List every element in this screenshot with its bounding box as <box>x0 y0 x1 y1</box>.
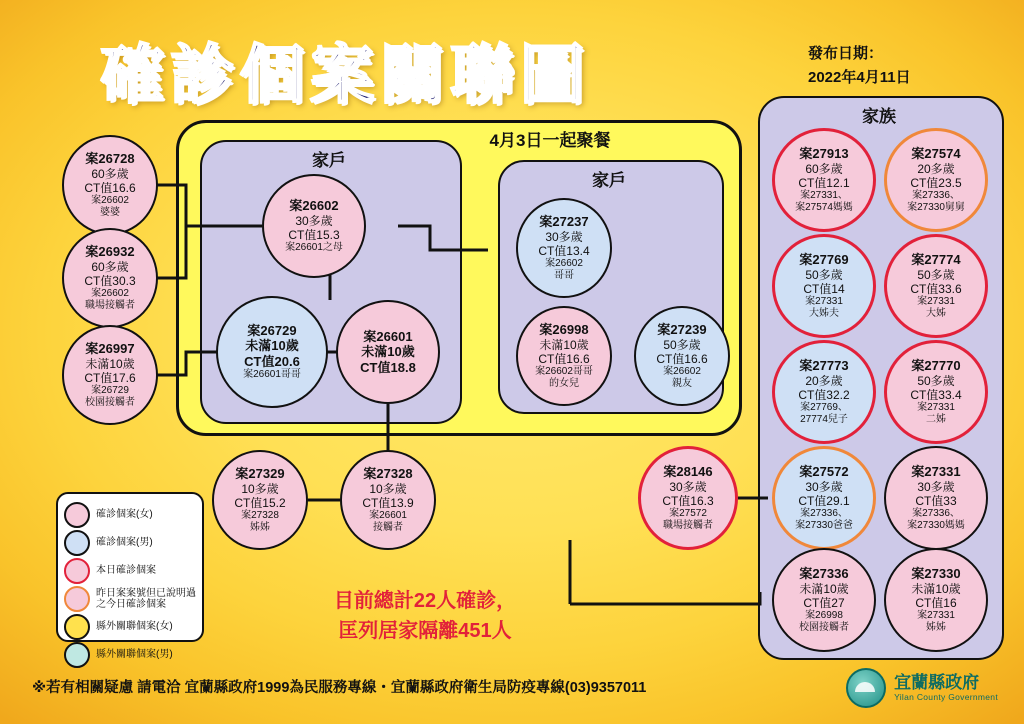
case-id: 案26602 <box>289 198 339 214</box>
legend-item <box>64 642 196 668</box>
case-age: 20多歲 <box>805 373 843 388</box>
case-ct: CT值16.6 <box>538 351 590 366</box>
case-ct: CT值15.2 <box>234 495 286 510</box>
page-title: 確診個案關聯圖 <box>100 39 590 113</box>
case-age: 60多歲 <box>91 166 129 181</box>
case-rel-1: 案27336、 <box>800 508 848 520</box>
case-rel-2: 姊姊 <box>925 621 946 633</box>
legend-swatch-yesterday <box>64 586 90 612</box>
case-age: 50多歲 <box>917 373 955 388</box>
logo-mark-icon <box>846 668 886 708</box>
case-rel-1: 案26998 <box>805 610 843 622</box>
legend <box>56 492 204 661</box>
case-ct: CT值16.6 <box>84 180 136 195</box>
case-rel-1: 案27331 <box>917 402 955 414</box>
case-ct: CT值32.2 <box>798 387 850 402</box>
legend-swatch-confirmed-female <box>64 502 90 528</box>
case-id: 案27328 <box>363 466 413 482</box>
case-node-27770[interactable] <box>884 340 988 444</box>
case-id: 案26601 <box>363 329 413 344</box>
case-rel-1: 案26601之母 <box>285 241 343 253</box>
case-rel-2: 校園接觸者 <box>84 396 135 408</box>
case-age: 10多歲 <box>241 481 279 496</box>
case-age: 50多歲 <box>805 267 843 282</box>
case-age: 60多歲 <box>805 161 843 176</box>
case-rel-1: 案26602 <box>91 288 129 300</box>
case-age: 未滿10歲 <box>245 338 299 354</box>
case-rel-1: 案26729 <box>91 385 129 397</box>
legend-label: 確診個案(男) <box>96 537 153 549</box>
case-ct: CT值15.3 <box>288 227 340 242</box>
yilan-government-logo <box>846 668 998 708</box>
case-id: 案27913 <box>799 146 849 162</box>
case-node-26998[interactable] <box>516 306 612 406</box>
case-ct: CT值23.5 <box>910 175 962 190</box>
case-rel-2: 案27574媽媽 <box>795 201 853 213</box>
case-rel-1: 案27328 <box>241 510 279 522</box>
case-id: 案27769 <box>799 252 849 268</box>
case-age: 30多歲 <box>669 479 707 494</box>
case-ct: CT值30.3 <box>84 273 136 288</box>
legend-label: 縣外關聯個案(男) <box>96 649 173 661</box>
case-rel-1: 案27331 <box>805 296 843 308</box>
case-ct: CT值13.9 <box>362 495 414 510</box>
case-node-26729[interactable] <box>216 296 328 408</box>
case-id: 案26728 <box>85 151 135 167</box>
case-rel-2: 職場接觸者 <box>84 299 135 311</box>
case-rel-2: 校園接觸者 <box>799 621 849 633</box>
case-age: 30多歲 <box>805 479 843 494</box>
case-ct: CT值29.1 <box>798 493 850 508</box>
case-id: 案26729 <box>247 323 297 339</box>
case-rel-1: 案26602 <box>663 366 701 378</box>
logo-name-en: Yilan County Government <box>894 691 998 702</box>
legend-swatch-today <box>64 558 90 584</box>
case-age: 30多歲 <box>295 213 333 228</box>
case-ct: CT值27 <box>803 595 845 610</box>
case-id: 案27773 <box>799 358 849 374</box>
case-rel-2: 案27330媽媽 <box>907 519 965 531</box>
case-rel-2: 大姊夫 <box>809 307 839 319</box>
case-node-26602[interactable] <box>262 174 366 278</box>
case-age: 30多歲 <box>545 229 583 244</box>
case-id: 案27330 <box>911 566 961 582</box>
case-id: 案27331 <box>911 464 961 480</box>
legend-swatch-outside-female <box>64 614 90 640</box>
case-node-26997[interactable] <box>62 325 158 425</box>
case-rel-2: 案27330爸爸 <box>795 519 853 531</box>
case-rel-2: 職場接觸者 <box>662 519 713 531</box>
family-panel-label: 家族 <box>862 107 896 126</box>
case-ct: CT值33 <box>915 493 957 508</box>
case-rel-1: 案27572 <box>669 508 707 520</box>
case-age: 未滿10歲 <box>539 337 589 352</box>
case-id: 案26997 <box>85 341 135 357</box>
case-id: 案27329 <box>235 466 285 482</box>
case-id: 案27572 <box>799 464 849 480</box>
case-rel-2: 哥哥 <box>553 269 574 281</box>
totals-summary <box>280 586 570 646</box>
case-node-27328[interactable] <box>340 450 436 550</box>
case-rel-2: 親友 <box>671 377 692 389</box>
case-node-27769[interactable] <box>772 234 876 338</box>
case-rel-2: 案27330舅舅 <box>907 201 965 213</box>
case-node-27336[interactable] <box>772 548 876 652</box>
case-node-27774[interactable] <box>884 234 988 338</box>
case-rel-1: 案27336、 <box>912 508 960 520</box>
case-rel-2: 二姊 <box>925 413 946 425</box>
case-node-27331[interactable] <box>884 446 988 550</box>
case-node-26601[interactable] <box>336 300 440 404</box>
case-rel-1: 案27769、 <box>800 402 848 414</box>
legend-label: 昨日案案號但已說明過之今日確診個案 <box>96 587 196 610</box>
case-age: 20多歲 <box>917 161 955 176</box>
household-1-label: 家戶 <box>312 151 346 170</box>
case-rel-1: 案26602 <box>545 258 583 270</box>
case-id: 案26932 <box>85 244 135 260</box>
case-node-27773[interactable] <box>772 340 876 444</box>
case-rel-2: 的女兒 <box>549 377 579 389</box>
case-ct: CT值16 <box>915 595 957 610</box>
case-node-27237[interactable] <box>516 198 612 298</box>
case-ct: CT值16.3 <box>662 493 714 508</box>
case-rel-1: 案27331 <box>917 610 955 622</box>
case-node-26728[interactable] <box>62 135 158 235</box>
case-age: 未滿10歲 <box>361 344 415 360</box>
case-ct: CT值13.4 <box>538 243 590 258</box>
household-2-label: 家戶 <box>592 171 626 190</box>
case-age: 50多歲 <box>663 337 701 352</box>
case-ct: CT值33.4 <box>910 387 962 402</box>
case-rel-2: 大姊 <box>925 307 946 319</box>
legend-label: 確診個案(女) <box>96 509 153 521</box>
case-rel-2: 婆婆 <box>99 206 120 218</box>
case-rel-1: 案26601哥哥 <box>243 369 301 381</box>
case-node-26932[interactable] <box>62 228 158 328</box>
case-ct: CT值20.6 <box>244 353 300 369</box>
legend-item <box>64 558 196 584</box>
legend-item <box>64 614 196 640</box>
case-node-27913[interactable] <box>772 128 876 232</box>
case-rel-1: 案26602哥哥 <box>535 366 593 378</box>
legend-swatch-confirmed-male <box>64 530 90 556</box>
totals-confirmed: 目前總計22人確診， <box>333 590 517 612</box>
case-node-27572[interactable] <box>772 446 876 550</box>
case-id: 案28146 <box>663 464 713 480</box>
totals-quarantine: 匡列居家隔離451人 <box>338 620 512 642</box>
case-node-27239[interactable] <box>634 306 730 406</box>
logo-name-zh: 宜蘭縣政府 <box>894 673 980 693</box>
legend-item <box>64 530 196 556</box>
case-age: 50多歲 <box>917 267 955 282</box>
case-rel-2: 姊姊 <box>249 521 270 533</box>
case-id: 案26998 <box>539 322 589 338</box>
case-node-27330[interactable] <box>884 548 988 652</box>
case-age: 未滿10歲 <box>911 581 961 596</box>
legend-label: 本日確診個案 <box>96 565 156 577</box>
case-rel-1: 案27331 <box>917 296 955 308</box>
case-age: 30多歲 <box>917 479 955 494</box>
case-age: 未滿10歲 <box>799 581 849 596</box>
footer-note: ※若有相關疑慮 請電洽 宜蘭縣政府1999為民服務專線・宜蘭縣政府衛生局防疫專線(03)9357011 <box>32 680 647 696</box>
case-rel-1: 案27336、 <box>912 190 960 202</box>
case-id: 案27574 <box>911 146 961 162</box>
case-ct: CT值33.6 <box>910 281 962 296</box>
case-ct: CT值18.8 <box>360 359 416 375</box>
case-rel-1: 案26601 <box>369 510 407 522</box>
case-id: 案27770 <box>911 358 961 374</box>
publish-date-label: 發布日期： <box>808 45 884 62</box>
case-age: 60多歲 <box>91 259 129 274</box>
legend-label: 縣外關聯個案(女) <box>96 621 173 633</box>
case-ct: CT值17.6 <box>84 370 136 385</box>
case-rel-1: 案26602 <box>91 195 129 207</box>
legend-item <box>64 586 196 612</box>
case-ct: CT值16.6 <box>656 351 708 366</box>
case-id: 案27774 <box>911 252 961 268</box>
case-rel-1: 案27331、 <box>800 190 848 202</box>
legend-swatch-outside-male <box>64 642 90 668</box>
case-ct: CT值12.1 <box>798 175 850 190</box>
case-age: 10多歲 <box>369 481 407 496</box>
case-rel-2: 27774兒子 <box>800 413 848 425</box>
case-age: 未滿10歲 <box>85 356 135 371</box>
case-node-27329[interactable] <box>212 450 308 550</box>
gathering-label: 4月3日一起聚餐 <box>489 131 611 150</box>
legend-item <box>64 502 196 528</box>
case-id: 案27237 <box>539 214 589 230</box>
case-node-27574[interactable] <box>884 128 988 232</box>
case-rel-2: 接觸者 <box>372 521 403 533</box>
case-id: 案27239 <box>657 322 707 338</box>
case-id: 案27336 <box>799 566 849 582</box>
case-ct: CT值14 <box>803 281 845 296</box>
publish-date-value: 2022年4月11日 <box>808 69 911 86</box>
case-node-28146[interactable] <box>638 446 738 550</box>
